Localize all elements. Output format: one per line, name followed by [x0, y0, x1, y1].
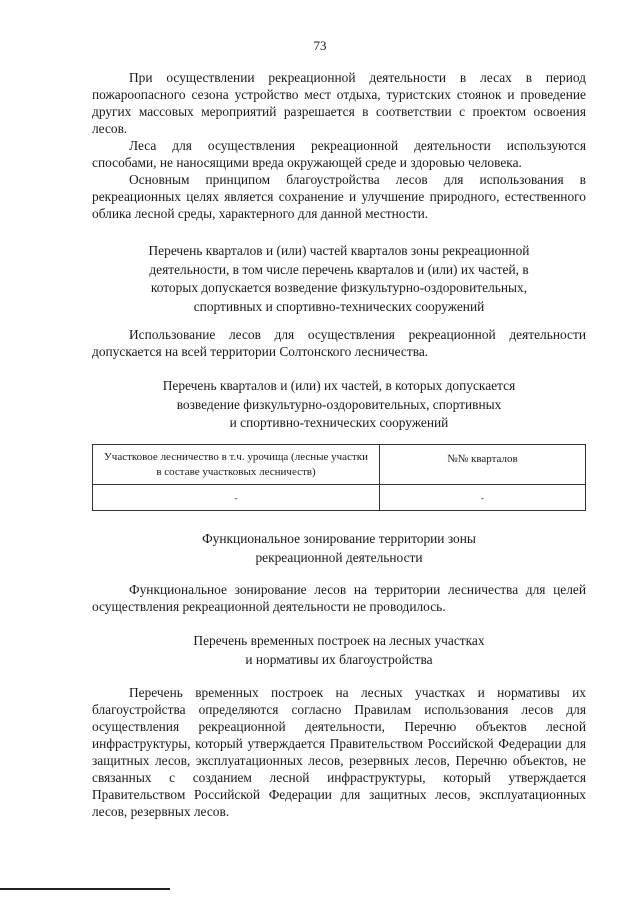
- section4-body: [92, 684, 586, 820]
- intro-paragraph-1: При осуществлении рекреационной деятельности в лесах в период пожароопасного сезона устройство мест отдыха, туристских стоянок и проведение других массовых мероприятий разрешается в соответствии с проектом освоения лесов.: [92, 70, 586, 136]
- intro-section: [92, 69, 586, 222]
- section1-title-line: которых допускается возведение физкультурно-оздоровительных,: [150, 280, 528, 295]
- section2-title-line: возведение физкультурно-оздоровительных, спортивных: [176, 396, 502, 412]
- section3-title-line: Функциональное зонирование территории зоны: [202, 531, 476, 546]
- section1-paragraph: Использование лесов для осуществления рекреационной деятельности допускается на всей территории Солтонского лесничества.: [92, 327, 586, 359]
- section3-title-line: рекреационной деятельности: [255, 549, 423, 565]
- footer-divider: [0, 888, 170, 890]
- section2-title: [92, 377, 586, 433]
- table-row: [93, 485, 586, 511]
- table-header-quarters: №№ кварталов: [380, 445, 586, 485]
- section3-body: [92, 581, 586, 615]
- section1-title-line: спортивных и спортивно-технических сооружений: [193, 298, 485, 314]
- section2-title-line: Перечень кварталов и (или) их частей, в которых допускается: [162, 378, 516, 393]
- table-cell-quarters: -: [380, 485, 586, 511]
- page-number: 73: [313, 38, 327, 53]
- table-header-forestry: Участковое лесничество в т.ч. урочища (лесные участки в составе участковых лесничеств): [93, 445, 380, 485]
- section1-title: [92, 242, 586, 316]
- section3-paragraph: Функциональное зонирование лесов на территории лесничества для целей осуществления рекреационной деятельности не проводилось.: [92, 582, 586, 614]
- section1-body: [92, 326, 586, 360]
- section4-title-line: и нормативы их благоустройства: [245, 651, 433, 667]
- intro-paragraph-3: Основным принципом благоустройства лесов для использования в рекреационных целях является сохранение и улучшение природного, естественного облика лесной среды, характерного для данной местности.: [92, 172, 586, 221]
- section1-title-line: деятельности, в том числе перечень кварталов и (или) их частей, в: [149, 261, 529, 277]
- section4-title-line: Перечень временных построек на лесных участках: [193, 633, 485, 648]
- section1-title-line: Перечень кварталов и (или) частей кварталов зоны рекреационной: [148, 243, 530, 258]
- section2-title-line: и спортивно-технических сооружений: [229, 415, 449, 430]
- intro-paragraph-2: Леса для осуществления рекреационной деятельности используются способами, не наносящими вреда окружающей среде и здоровью человека.: [92, 138, 586, 170]
- section4-paragraph: Перечень временных построек на лесных участках и нормативы их благоустройства определяются согласно Правилам использования лесов для осуществления рекреационной деятельности, Перечню объектов лесной инфраструктуры, который утверждается Правительством Российской Федерации для защитных лесов, эксплуатационных лесов, резервных лесов, Перечню объектов, не связанных с созданием лесной инфраструктуры, который утверждается Правительством Российской Федерации для защитных лесов, эксплуатационных лесов, резервных лесов.: [92, 685, 586, 819]
- quarters-table: [92, 444, 586, 511]
- table-cell-forestry: -: [93, 485, 380, 511]
- table-header-row: [93, 445, 586, 485]
- section3-title: [92, 530, 586, 567]
- section4-title: [92, 632, 586, 669]
